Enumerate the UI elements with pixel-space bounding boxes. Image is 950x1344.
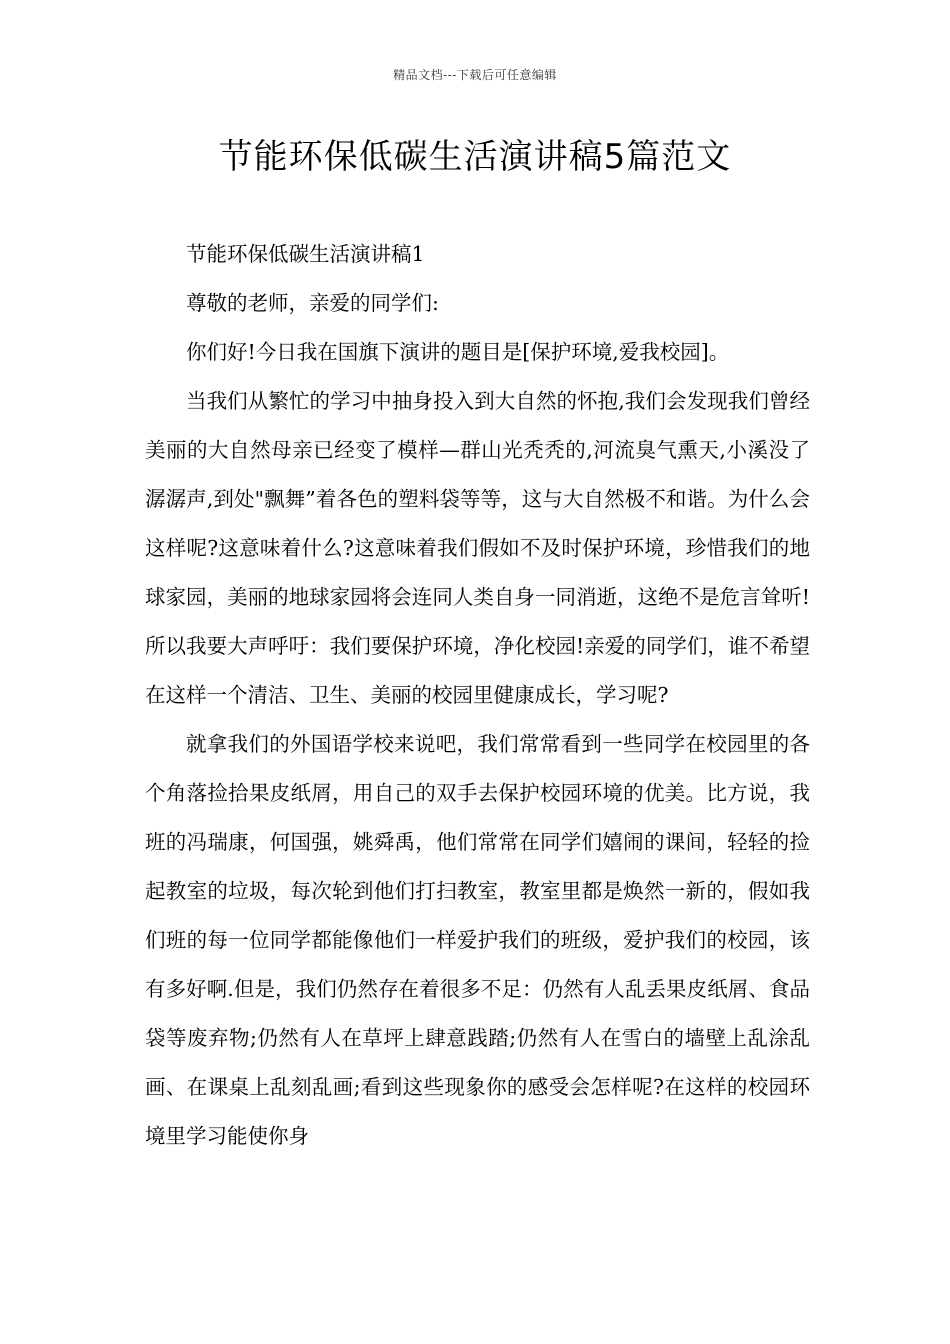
paragraph: 当我们从繁忙的学习中抽身投入到大自然的怀抱,我们会发现我们曾经美丽的大自然母亲已经变了模样—群山光秃秃的,河流臭气熏天,小溪没了潺潺声,到处"飘舞”着各色的塑料袋等等，这与大自然极不和谐。为什么会这样呢?这意味着什么?这意味着我们假如不及时保护环境，珍惜我们的地球家园，美丽的地球家园将会连同人类自身一同消逝，这绝不是危言耸听!所以我要大声呼吁：我们要保护环境，净化校园!亲爱的同学们，谁不希望在这样一个清洁、卫生、美丽的校园里健康成长，学习呢? bbox=[145, 389, 810, 707]
paragraph: 你们好!今日我在国旗下演讲的题目是[保护环境,爱我校园]。 bbox=[186, 340, 730, 364]
header-note: 精品文档---下载后可任意编辑 bbox=[393, 68, 557, 82]
document-body bbox=[145, 230, 810, 1161]
section-subtitle: 节能环保低碳生活演讲稿1 bbox=[186, 242, 425, 266]
salutation: 尊敬的老师，亲爱的同学们: bbox=[186, 291, 439, 315]
paragraph: 就拿我们的外国语学校来说吧，我们常常看到一些同学在校园里的各个角落捡拾果皮纸屑，用自己的双手去保护校园环境的优美。比方说，我班的冯瑞康，何国强，姚舜禹，他们常常在同学们嬉闹的课间，轻轻的捡起教室的垃圾，每次轮到他们打扫教室，教室里都是焕然一新的，假如我们班的每一位同学都能像他们一样爱护我们的班级，爱护我们的校园，该有多好啊.但是，我们仍然存在着很多不足：仍然有人乱丢果皮纸屑、食品袋等废弃物;仍然有人在草坪上肆意践踏;仍然有人在雪白的墙壁上乱涂乱画、在课桌上乱刻乱画;看到这些现象你的感受会怎样呢?在这样的校园环境里学习能使你身 bbox=[145, 732, 810, 1148]
document-title: 节能环保低碳生活演讲稿5篇范文 bbox=[218, 137, 732, 177]
